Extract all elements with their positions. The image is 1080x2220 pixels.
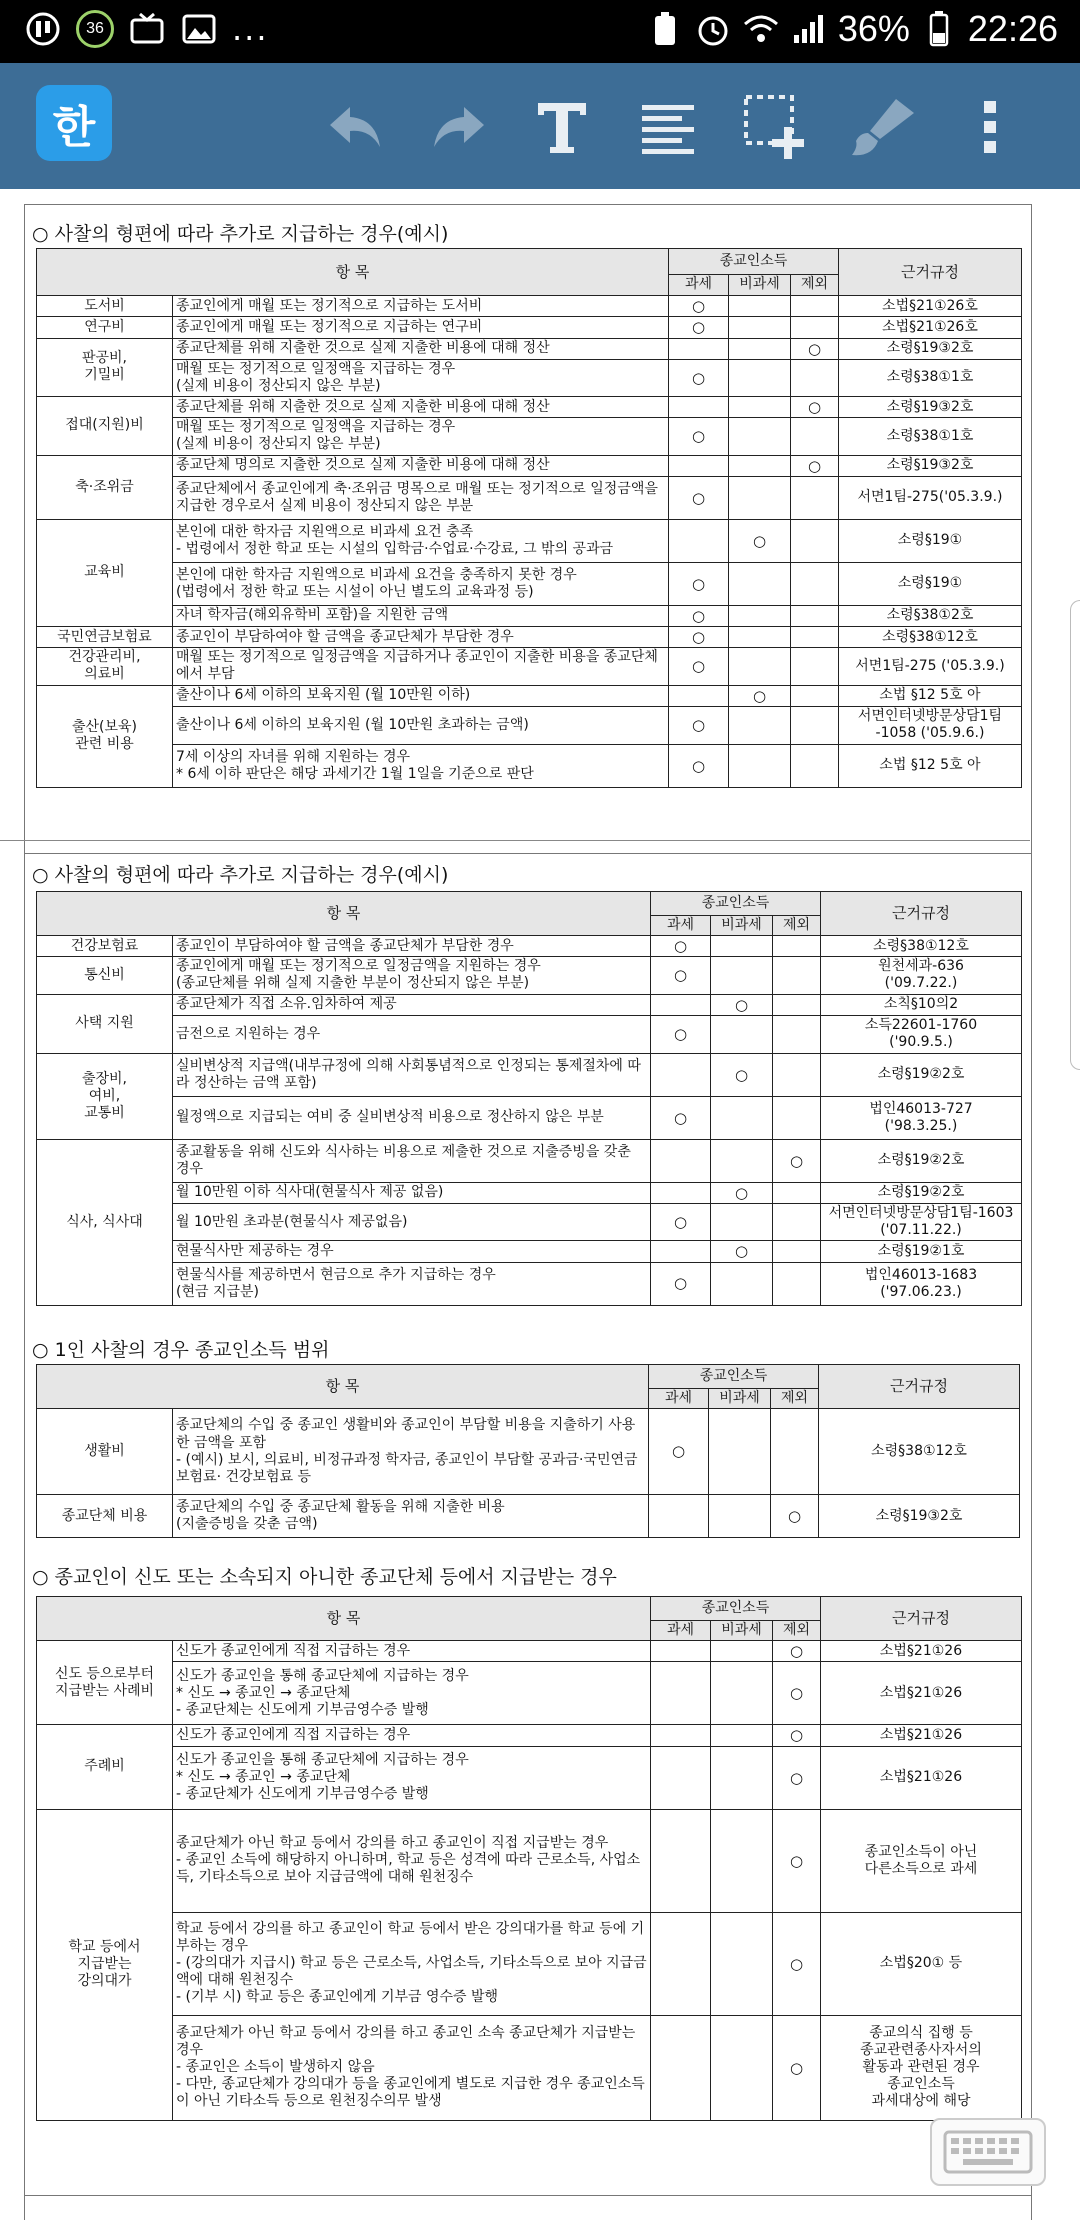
section-3-title: ○ 1인 사찰의 경우 종교인소득 범위 [32,1339,330,1361]
taxable-mark [651,1053,711,1096]
status-bar [0,0,1080,63]
row-basis: 소령§19③2호 [839,455,1022,476]
row-basis: 소법§21①26 [821,1641,1022,1662]
row-basis: 소령§19① [839,562,1022,605]
excluded-mark [791,562,839,605]
nontaxable-mark [711,1015,773,1053]
nontaxable-mark [729,627,791,648]
table-row [37,338,1022,359]
table-row [37,1204,1022,1241]
row-category: 주례비 [37,1725,173,1809]
taxable-mark [651,1725,711,1746]
nontaxable-mark: ○ [729,519,791,562]
excluded-mark [791,359,839,396]
undo-icon[interactable] [318,91,390,163]
header-excluded: 제외 [791,275,839,296]
row-description: 종교단체가 아닌 학교 등에서 강의를 하고 종교인이 직접 지급받는 경우 - 종교인 소득에 해당하지 아니하며, 학교 등은 성격에 따라 근로소득, 사업소득, 기타소득으로 보아 지급금액에 대해 원천징수 [173,1809,651,1912]
excluded-mark: ○ [773,1662,821,1725]
excluded-mark: ○ [773,1809,821,1912]
header-item: 항 목 [37,892,651,936]
nontaxable-mark [729,648,791,685]
section-2-table [36,891,1022,1306]
header-income-group: 종교인소득 [651,1597,821,1621]
row-category: 건강관리비, 의료비 [37,648,173,685]
taxable-mark: ○ [669,476,729,519]
nontaxable-mark [711,1746,773,1809]
scroll-handle[interactable] [1070,600,1080,1070]
taxable-mark: ○ [669,359,729,396]
taxable-mark [651,1912,711,2015]
nontaxable-mark [729,605,791,626]
row-description: 월정액으로 지급되는 여비 중 실비변상적 비용으로 정산하지 않은 부분 [173,1096,651,1139]
header-taxable: 과세 [651,1621,711,1641]
table-row [37,627,1022,648]
table-row [37,1015,1022,1053]
nontaxable-mark [711,1139,773,1182]
app-notification-icon [24,10,62,48]
excluded-mark: ○ [773,1746,821,1809]
taxable-mark [669,397,729,418]
taxable-mark: ○ [649,1409,709,1495]
excluded-mark [773,1015,821,1053]
row-basis: 소법§21①26호 [839,296,1022,317]
row-basis: 소령§38①12호 [839,627,1022,648]
excluded-mark [773,957,821,994]
excluded-mark [773,936,821,957]
row-category: 식사, 식사대 [37,1139,173,1305]
table-row [37,994,1022,1015]
nontaxable-mark [711,1262,773,1305]
nontaxable-mark [711,1096,773,1139]
nontaxable-mark [711,1912,773,2015]
row-description: 종교단체의 수입 중 종교인 생활비와 종교인이 부담할 비용을 지출하기 사용한 금액을 포함 - (예시) 보시, 의료비, 비정규과정 학자금, 종교인이 부담할 공과금·국민연금보험료· 건강보험료 등 [173,1409,649,1495]
row-basis: 법인46013-727 ('98.3.25.) [821,1096,1022,1139]
app-logo-text: 한 [52,102,96,153]
table-row [37,1182,1022,1203]
table-row [37,685,1022,706]
row-category: 국민연금보험료 [37,627,173,648]
nontaxable-mark [729,317,791,338]
row-basis: 서면인터넷방문상담1팀 -1058 ('05.9.6.) [839,706,1022,744]
taxable-mark: ○ [651,936,711,957]
more-notifications: ... [232,10,269,48]
nontaxable-mark [709,1409,771,1495]
table-row [37,1662,1022,1725]
row-category: 교육비 [37,519,173,626]
table-row [37,744,1022,787]
row-description: 현물식사를 제공하면서 현금으로 추가 지급하는 경우 (현금 지급분) [173,1262,651,1305]
nontaxable-mark [711,2015,773,2120]
row-description: 출산이나 6세 이하의 보육지원 (월 10만원 이하) [173,685,669,706]
row-description: 종교단체가 직접 소유.임차하여 제공 [173,994,651,1015]
row-basis: 서면인터넷방문상담1팀-1603 ('07.11.22.) [821,1204,1022,1241]
excluded-mark: ○ [773,2015,821,2120]
table-row [37,296,1022,317]
row-basis: 소법§21①26 [821,1725,1022,1746]
row-basis: 소령§19① [839,519,1022,562]
row-category: 건강보험료 [37,936,173,957]
page-divider [0,840,1030,841]
taxable-mark: ○ [669,317,729,338]
nontaxable-mark [729,338,791,359]
row-category: 신도 등으로부터 지급받는 사례비 [37,1641,173,1725]
section-3-table [36,1364,1020,1538]
header-item: 항 목 [37,1597,651,1641]
taxable-mark: ○ [669,418,729,455]
row-category: 접대(지원)비 [37,397,173,455]
taxable-mark: ○ [669,605,729,626]
battery-percent: 36% [837,8,910,49]
header-nontaxable: 비과세 [709,1389,771,1409]
excluded-mark [773,1262,821,1305]
excluded-mark [791,296,839,317]
nontaxable-mark [729,359,791,396]
nontaxable-mark [711,1662,773,1725]
app-logo[interactable] [36,85,112,161]
row-description: 종교단체를 위해 지출한 것으로 실제 지출한 비용에 대해 정산 [173,397,669,418]
notification-count-badge: 36 [76,10,114,48]
excluded-mark: ○ [773,1139,821,1182]
row-description: 매월 또는 정기적으로 일정액을 지급하는 경우 (실제 비용이 정산되지 않은 부분) [173,418,669,455]
row-basis: 소령§19②1호 [821,1241,1022,1262]
section-4-title: ○ 종교인이 신도 또는 소속되지 아니한 종교단체 등에서 지급받는 경우 [32,1566,617,1588]
excluded-mark [773,1096,821,1139]
row-basis: 소령§38①1호 [839,359,1022,396]
excluded-mark [791,706,839,744]
row-description: 종교인에게 매월 또는 정기적으로 일정금액을 지원하는 경우 (종교단체를 위해 실제 지출한 부분이 정산되지 않은 부분) [173,957,651,994]
nontaxable-mark [711,1809,773,1912]
section-2-title: ○ 사찰의 형편에 따라 추가로 지급하는 경우(예시) [32,864,449,886]
row-description: 본인에 대한 학자금 지원액으로 비과세 요건을 충족하지 못한 경우 (법령에서 정한 학교 또는 시설이 아닌 별도의 교육과정 등) [173,562,669,605]
taxable-mark [651,994,711,1015]
row-basis: 소령§19②2호 [821,1182,1022,1203]
taxable-mark [651,1241,711,1262]
nontaxable-mark [711,936,773,957]
excluded-mark [773,1053,821,1096]
row-description: 월 10만원 초과분(현물식사 제공없음) [173,1204,651,1241]
row-description: 현물식사만 제공하는 경우 [173,1241,651,1262]
taxable-mark: ○ [669,562,729,605]
document-page-3 [24,2195,1032,2220]
taxable-mark: ○ [651,1262,711,1305]
excluded-mark: ○ [773,1912,821,2015]
table-row [37,1262,1022,1305]
nontaxable-mark [709,1495,771,1538]
taxable-mark [669,338,729,359]
taxable-mark: ○ [651,1015,711,1053]
table-row [37,317,1022,338]
row-description: 종교인이 부담하여야 할 금액을 종교단체가 부담한 경우 [173,627,669,648]
nontaxable-mark [729,296,791,317]
row-basis: 소령§19③2호 [839,397,1022,418]
header-basis: 근거규정 [821,1597,1022,1641]
row-basis: 소령§38①12호 [819,1409,1020,1495]
taxable-mark [651,1662,711,1725]
signal-icon [790,10,828,48]
table-row [37,1409,1020,1495]
excluded-mark: ○ [791,397,839,418]
row-basis: 원천세과-636 ('09.7.22.) [821,957,1022,994]
row-description: 종교활동을 위해 신도와 식사하는 비용으로 제출한 것으로 지출증빙을 갖춘 경우 [173,1139,651,1182]
excluded-mark [791,418,839,455]
clock: 22:26 [967,8,1058,49]
table-row [37,706,1022,744]
header-income-group: 종교인소득 [651,892,821,916]
row-basis: 서면1팀-275 ('05.3.9.) [839,648,1022,685]
excluded-mark: ○ [791,338,839,359]
header-income-group: 종교인소득 [649,1365,819,1389]
taxable-mark: ○ [669,627,729,648]
excluded-mark [791,685,839,706]
table-row [37,397,1022,418]
row-basis: 소칙§10의2 [821,994,1022,1015]
table-row [37,1641,1022,1662]
taxable-mark [649,1495,709,1538]
excluded-mark [773,1204,821,1241]
header-nontaxable: 비과세 [711,916,773,936]
row-basis: 법인46013-1683 ('97.06.23.) [821,1262,1022,1305]
nontaxable-mark: ○ [711,1053,773,1096]
excluded-mark [791,605,839,626]
header-taxable: 과세 [649,1389,709,1409]
row-description: 종교단체의 수입 중 종교단체 활동을 위해 지출한 비용 (지출증빙을 갖춘 금액) [173,1495,649,1538]
nontaxable-mark [711,1641,773,1662]
row-description: 종교단체가 아닌 학교 등에서 강의를 하고 종교인 소속 종교단체가 지급받는 경우 - 종교인은 소득이 발생하지 않음 - 다만, 종교단체가 강의대가 등을 종교인에게 별도로 지급한 경우 종교인소득이 아닌 기타소득 등으로 원천징수의무 발생 [173,2015,651,2120]
nontaxable-mark [729,476,791,519]
nontaxable-mark [729,706,791,744]
battery-saver-icon [646,10,684,48]
excluded-mark: ○ [791,455,839,476]
row-category: 판공비, 기밀비 [37,338,173,396]
row-category: 축·조위금 [37,455,173,519]
row-description: 신도가 종교인을 통해 종교단체에 지급하는 경우 * 신도 → 종교인 → 종교단체 - 종교단체는 신도에게 기부금영수증 발행 [173,1662,651,1725]
header-excluded: 제외 [771,1389,819,1409]
row-category: 학교 등에서 지급받는 강의대가 [37,1809,173,2120]
row-basis: 소법§21①26호 [839,317,1022,338]
table-row [37,1096,1022,1139]
nontaxable-mark [729,744,791,787]
row-description: 매월 또는 정기적으로 일정금액을 지급하거나 종교인이 지출한 비용을 종교단체에서 부담 [173,648,669,685]
redo-icon[interactable] [424,91,496,163]
taxable-mark [651,1809,711,1912]
section-4-table [36,1596,1022,2121]
table-row [37,359,1022,396]
taxable-mark: ○ [669,296,729,317]
table-row [37,1725,1022,1746]
nontaxable-mark [729,397,791,418]
header-nontaxable: 비과세 [711,1621,773,1641]
table-row [37,605,1022,626]
row-description: 7세 이상의 자녀를 위해 지원하는 경우 * 6세 이하 판단은 해당 과세기간 1월 1일을 기준으로 판단 [173,744,669,787]
excluded-mark [791,744,839,787]
excluded-mark [791,476,839,519]
header-excluded: 제외 [773,1621,821,1641]
header-excluded: 제외 [773,916,821,936]
editor-toolbar [0,63,1080,189]
wifi-icon [742,10,780,48]
table-row [37,1139,1022,1182]
taxable-mark: ○ [651,1204,711,1241]
row-category: 생활비 [37,1409,173,1495]
row-basis: 소령§19③2호 [819,1495,1020,1538]
row-description: 매월 또는 정기적으로 일정액을 지급하는 경우 (실제 비용이 정산되지 않은 부분) [173,359,669,396]
table-row [37,1746,1022,1809]
taxable-mark [669,455,729,476]
excluded-mark [791,317,839,338]
row-description: 신도가 종교인에게 직접 지급하는 경우 [173,1641,651,1662]
row-basis: 소령§19②2호 [821,1139,1022,1182]
header-basis: 근거규정 [819,1365,1020,1409]
nontaxable-mark [729,418,791,455]
row-basis: 소법§21①26 [821,1662,1022,1725]
table-row [37,2015,1022,2120]
image-icon [180,10,218,48]
battery-icon [920,10,958,48]
excluded-mark [773,994,821,1015]
taxable-mark [651,2015,711,2120]
tv-icon [128,10,166,48]
row-basis: 소법§20① 등 [821,1912,1022,2015]
row-description: 종교인이 부담하여야 할 금액을 종교단체가 부담한 경우 [173,936,651,957]
taxable-mark: ○ [669,706,729,744]
row-basis: 소법 §12 5호 아 [839,744,1022,787]
row-description: 본인에 대한 학자금 지원액으로 비과세 요건 충족 - 법령에서 정한 학교 또는 시설의 입학금·수업료·수강료, 그 밖의 공과금 [173,519,669,562]
row-description: 자녀 학자금(해외유학비 포함)을 지원한 금액 [173,605,669,626]
nontaxable-mark: ○ [711,994,773,1015]
excluded-mark [791,519,839,562]
row-basis: 소득22601-1760 ('90.9.5.) [821,1015,1022,1053]
taxable-mark [651,1182,711,1203]
excluded-mark: ○ [773,1641,821,1662]
nontaxable-mark [711,1204,773,1241]
row-description: 금전으로 지원하는 경우 [173,1015,651,1053]
header-basis: 근거규정 [821,892,1022,936]
row-description: 종교단체를 위해 지출한 것으로 실제 지출한 비용에 대해 정산 [173,338,669,359]
document-view[interactable] [0,189,1080,2220]
excluded-mark: ○ [771,1495,819,1538]
header-taxable: 과세 [669,275,729,296]
taxable-mark: ○ [651,1096,711,1139]
excluded-mark [771,1409,819,1495]
row-basis: 소령§19③2호 [839,338,1022,359]
row-category: 사택 지원 [37,994,173,1053]
row-description: 신도가 종교인에게 직접 지급하는 경우 [173,1725,651,1746]
row-description: 종교단체 명의로 지출한 것으로 실제 지출한 비용에 대해 정산 [173,455,669,476]
row-basis: 소령§19②2호 [821,1053,1022,1096]
section-1-table [36,248,1022,788]
format-paint-icon[interactable] [846,91,918,163]
row-basis: 서면1팀-275('05.3.9.) [839,476,1022,519]
section-1-title: ○ 사찰의 형편에 따라 추가로 지급하는 경우(예시) [32,223,449,245]
header-basis: 근거규정 [839,249,1022,296]
keyboard-icon[interactable] [930,2118,1046,2186]
table-row [37,648,1022,685]
alarm-icon [694,10,732,48]
taxable-mark: ○ [669,744,729,787]
row-basis: 종교의식 집행 등 종교관련종사자서의 활동과 관련된 경우 종교인소득 과세대상에 해당 [821,2015,1022,2120]
row-category: 통신비 [37,957,173,994]
excluded-mark [773,1241,821,1262]
excluded-mark [791,627,839,648]
table-row [37,1912,1022,2015]
row-basis: 소령§38①1호 [839,418,1022,455]
taxable-mark: ○ [669,648,729,685]
text-icon[interactable] [526,91,598,163]
row-basis: 소령§38①12호 [821,936,1022,957]
row-category: 연구비 [37,317,173,338]
row-description: 월 10만원 이하 식사대(현물식사 제공 없음) [173,1182,651,1203]
nontaxable-mark [729,455,791,476]
nontaxable-mark [711,1725,773,1746]
row-description: 신도가 종교인을 통해 종교단체에 지급하는 경우 * 신도 → 종교인 → 종교단체 - 종교단체가 신도에게 기부금영수증 발행 [173,1746,651,1809]
row-category: 종교단체 비용 [37,1495,173,1538]
table-row [37,957,1022,994]
table-row [37,1809,1022,1912]
row-category: 도서비 [37,296,173,317]
nontaxable-mark [729,562,791,605]
nontaxable-mark: ○ [729,685,791,706]
taxable-mark [669,685,729,706]
header-item: 항 목 [37,1365,649,1409]
table-row [37,519,1022,562]
row-description: 실비변상적 지급액(내부규정에 의해 사회통념적으로 인정되는 통제절차에 따라 정산하는 금액 포함) [173,1053,651,1096]
row-category: 출산(보육) 관련 비용 [37,685,173,787]
header-taxable: 과세 [651,916,711,936]
header-income-group: 종교인소득 [669,249,839,275]
row-description: 종교단체에서 종교인에게 축·조위금 명목으로 매월 또는 정기적으로 일정금액을 지급한 경우로서 실제 비용이 정산되지 않은 부분 [173,476,669,519]
table-row [37,562,1022,605]
header-item: 항 목 [37,249,669,296]
taxable-mark [669,519,729,562]
row-description: 출산이나 6세 이하의 보육지원 (월 10만원 초과하는 금액) [173,706,669,744]
table-row [37,1495,1020,1538]
row-basis: 소령§38①2호 [839,605,1022,626]
row-description: 종교인에게 매월 또는 정기적으로 지급하는 연구비 [173,317,669,338]
nontaxable-mark: ○ [711,1182,773,1203]
taxable-mark [651,1139,711,1182]
taxable-mark: ○ [651,957,711,994]
row-basis: 소법 §12 5호 아 [839,685,1022,706]
header-nontaxable: 비과세 [729,275,791,296]
taxable-mark [651,1641,711,1662]
paragraph-icon[interactable] [632,91,704,163]
excluded-mark: ○ [773,1725,821,1746]
table-row [37,1053,1022,1096]
row-basis: 소법§21①26 [821,1746,1022,1809]
row-description: 학교 등에서 강의를 하고 종교인이 학교 등에서 받은 강의대가를 학교 등에 기부하는 경우 - (강의대가 지급시) 학교 등은 근로소득, 사업소득, 기타소득으로 보아 지급금액에 대해 원천징수 - (기부 시) 학교 등은 종교인에게 기부금 영수증 발행 [173,1912,651,2015]
table-row [37,455,1022,476]
taxable-mark [651,1746,711,1809]
table-row [37,1241,1022,1262]
more-vert-icon[interactable] [970,91,1010,163]
add-frame-icon[interactable] [740,91,812,163]
excluded-mark [791,648,839,685]
row-description: 종교인에게 매월 또는 정기적으로 지급하는 도서비 [173,296,669,317]
table-row [37,476,1022,519]
nontaxable-mark: ○ [711,1241,773,1262]
table-row [37,418,1022,455]
row-basis: 종교인소득이 아닌 다른소득으로 과세 [821,1809,1022,1912]
row-category: 출장비, 여비, 교통비 [37,1053,173,1139]
nontaxable-mark [711,957,773,994]
table-row [37,936,1022,957]
excluded-mark [773,1182,821,1203]
